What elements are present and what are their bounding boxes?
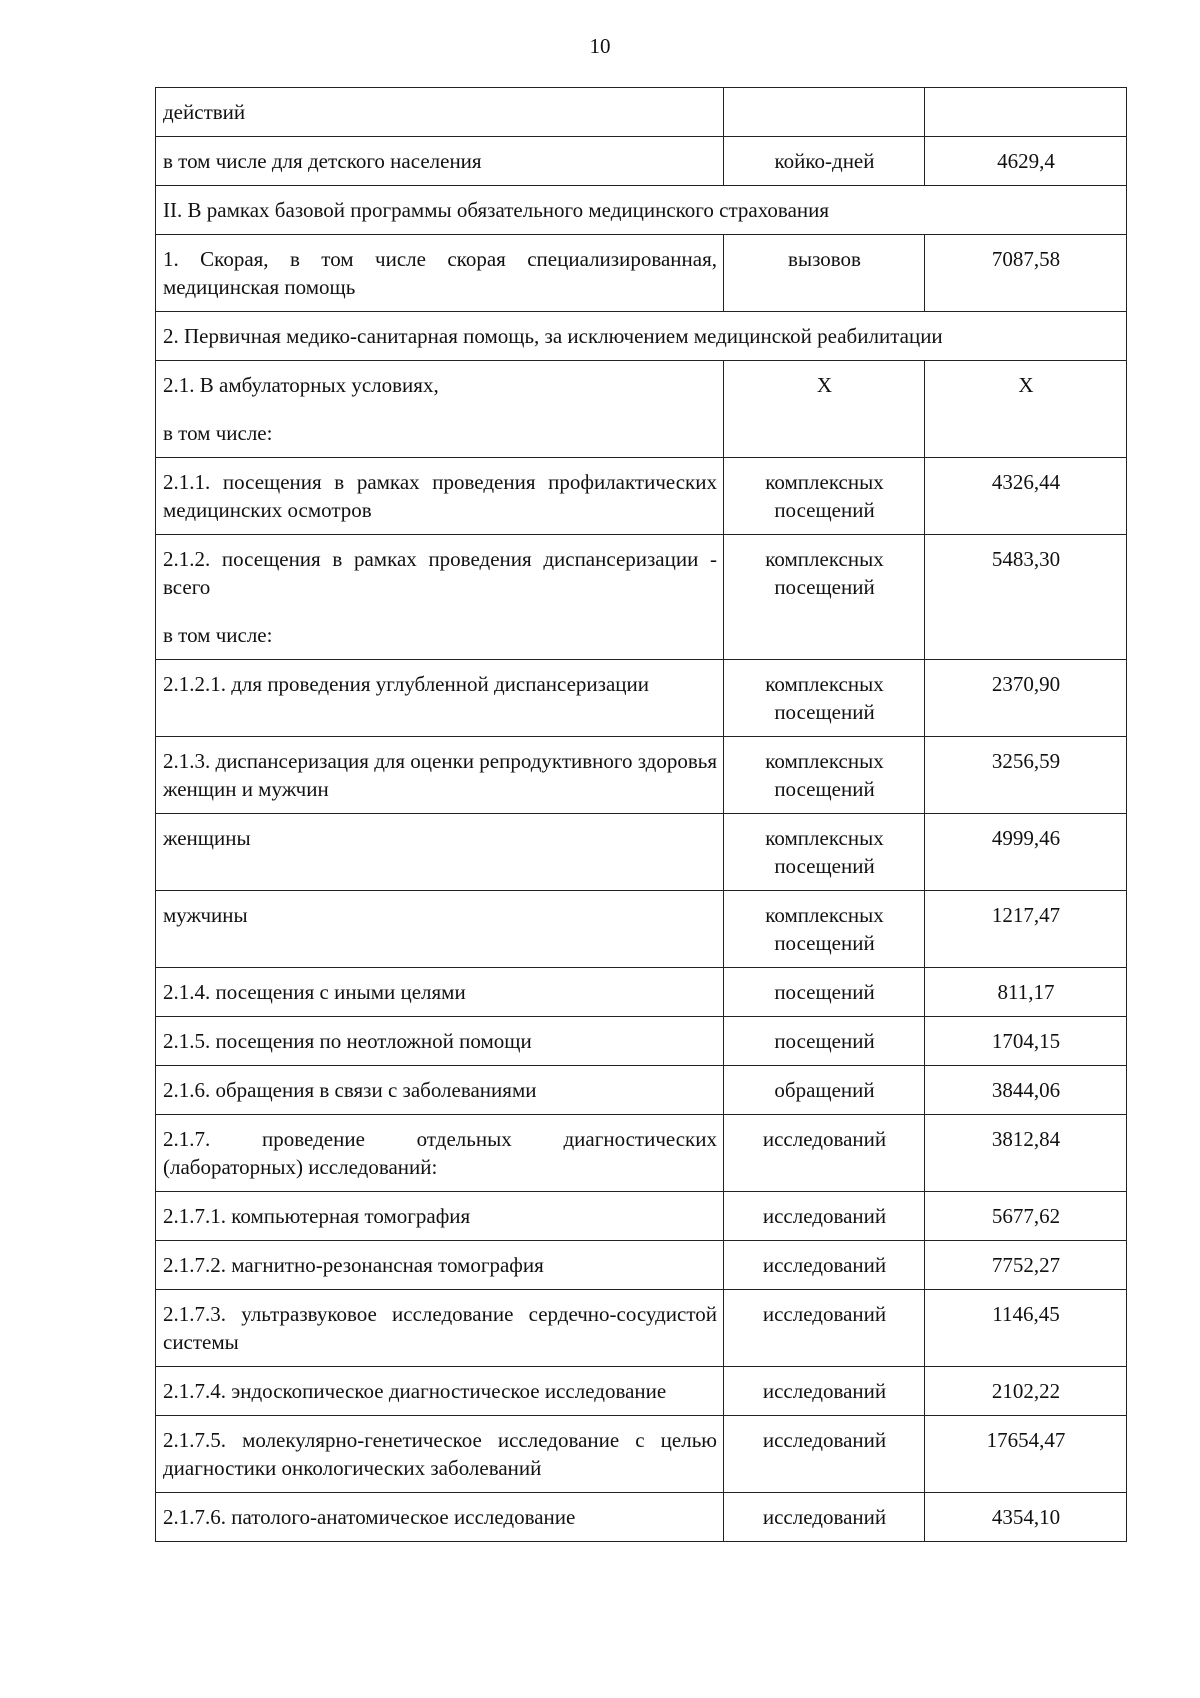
- table-row: [156, 1241, 1127, 1290]
- service-name-cell: 2.1.3. диспансеризация для оценки репродуктивного здоровья женщин и мужчин: [156, 737, 724, 814]
- service-name-cell: 2.1.7.5. молекулярно-генетическое исследование с целью диагностики онкологических заболеваний: [156, 1416, 724, 1493]
- unit-cell: обращений: [724, 1066, 925, 1115]
- unit-cell: комплексных посещений: [724, 458, 925, 535]
- value-cell: 1217,47: [925, 891, 1127, 968]
- unit-cell: комплексных посещений: [724, 814, 925, 891]
- table-row: [156, 361, 1127, 458]
- table-row: [156, 535, 1127, 660]
- value-cell: 4326,44: [925, 458, 1127, 535]
- unit-cell: комплексных посещений: [724, 535, 925, 660]
- table-row: [156, 1493, 1127, 1542]
- service-name-cell: 2.1.7.6. патолого-анатомическое исследование: [156, 1493, 724, 1542]
- unit-cell: исследований: [724, 1493, 925, 1542]
- value-cell: 17654,47: [925, 1416, 1127, 1493]
- service-name-cell: 2.1.7.1. компьютерная томография: [156, 1192, 724, 1241]
- unit-cell: [724, 88, 925, 137]
- value-cell: 811,17: [925, 968, 1127, 1017]
- service-name-cell: 2.1.4. посещения с иными целями: [156, 968, 724, 1017]
- tariff-table-body: [156, 88, 1127, 1542]
- table-row: [156, 737, 1127, 814]
- service-name-cell: 2.1.1. посещения в рамках проведения профилактических медицинских осмотров: [156, 458, 724, 535]
- value-cell: 3812,84: [925, 1115, 1127, 1192]
- value-cell: 2102,22: [925, 1367, 1127, 1416]
- table-row: [156, 1017, 1127, 1066]
- value-cell: 3844,06: [925, 1066, 1127, 1115]
- service-subline-text: в том числе:: [163, 421, 273, 445]
- table-row: [156, 1066, 1127, 1115]
- service-name-cell: женщины: [156, 814, 724, 891]
- service-name-text: 2.1. В амбулаторных условиях,: [163, 373, 439, 397]
- unit-cell: исследований: [724, 1115, 925, 1192]
- service-name-cell: [156, 535, 724, 660]
- table-row: [156, 137, 1127, 186]
- service-subline-text: в том числе:: [163, 623, 273, 647]
- value-cell: 1146,45: [925, 1290, 1127, 1367]
- service-name-cell: 2.1.5. посещения по неотложной помощи: [156, 1017, 724, 1066]
- table-row: [156, 458, 1127, 535]
- service-name-cell: действий: [156, 88, 724, 137]
- unit-cell: исследований: [724, 1241, 925, 1290]
- tariff-table: [155, 87, 1127, 1542]
- value-cell: 4999,46: [925, 814, 1127, 891]
- value-cell: 7752,27: [925, 1241, 1127, 1290]
- page-number: 10: [589, 34, 611, 58]
- table-row: [156, 1192, 1127, 1241]
- section-row: [156, 186, 1127, 235]
- service-name-cell: 1. Скорая, в том числе скорая специализированная, медицинская помощь: [156, 235, 724, 312]
- section-heading-cell: II. В рамках базовой программы обязательного медицинского страхования: [156, 186, 1127, 235]
- unit-cell: исследований: [724, 1192, 925, 1241]
- value-cell: 4629,4: [925, 137, 1127, 186]
- value-cell: [925, 88, 1127, 137]
- table-row: [156, 660, 1127, 737]
- unit-cell: койко-дней: [724, 137, 925, 186]
- value-cell: 7087,58: [925, 235, 1127, 312]
- unit-cell: комплексных посещений: [724, 891, 925, 968]
- section-row: [156, 312, 1127, 361]
- service-name-cell: мужчины: [156, 891, 724, 968]
- value-cell: 2370,90: [925, 660, 1127, 737]
- value-cell: 3256,59: [925, 737, 1127, 814]
- value-cell: 4354,10: [925, 1493, 1127, 1542]
- service-name-cell: 2.1.2.1. для проведения углубленной диспансеризации: [156, 660, 724, 737]
- unit-cell: Х: [724, 361, 925, 458]
- table-row: [156, 1290, 1127, 1367]
- table-row: [156, 814, 1127, 891]
- service-name-cell: 2.1.7.4. эндоскопическое диагностическое исследование: [156, 1367, 724, 1416]
- service-name-cell: 2.1.7. проведение отдельных диагностических (лабораторных) исследований:: [156, 1115, 724, 1192]
- unit-cell: исследований: [724, 1416, 925, 1493]
- unit-cell: исследований: [724, 1290, 925, 1367]
- service-name-cell: 2.1.6. обращения в связи с заболеваниями: [156, 1066, 724, 1115]
- service-name-text: 2.1.2. посещения в рамках проведения диспансеризации - всего: [163, 547, 717, 599]
- unit-cell: комплексных посещений: [724, 737, 925, 814]
- unit-cell: посещений: [724, 1017, 925, 1066]
- service-name-cell: в том числе для детского населения: [156, 137, 724, 186]
- unit-cell: исследований: [724, 1367, 925, 1416]
- value-cell: 5483,30: [925, 535, 1127, 660]
- value-cell: Х: [925, 361, 1127, 458]
- unit-cell: посещений: [724, 968, 925, 1017]
- service-name-cell: 2.1.7.2. магнитно-резонансная томография: [156, 1241, 724, 1290]
- table-row: [156, 968, 1127, 1017]
- table-row: [156, 1115, 1127, 1192]
- unit-cell: вызовов: [724, 235, 925, 312]
- section-heading-cell: 2. Первичная медико-санитарная помощь, за исключением медицинской реабилитации: [156, 312, 1127, 361]
- unit-cell: комплексных посещений: [724, 660, 925, 737]
- value-cell: 5677,62: [925, 1192, 1127, 1241]
- table-row: [156, 1367, 1127, 1416]
- value-cell: 1704,15: [925, 1017, 1127, 1066]
- table-row: [156, 235, 1127, 312]
- table-row: [156, 891, 1127, 968]
- service-name-cell: [156, 361, 724, 458]
- table-row: [156, 88, 1127, 137]
- table-row: [156, 1416, 1127, 1493]
- service-name-cell: 2.1.7.3. ультразвуковое исследование сердечно-сосудистой системы: [156, 1290, 724, 1367]
